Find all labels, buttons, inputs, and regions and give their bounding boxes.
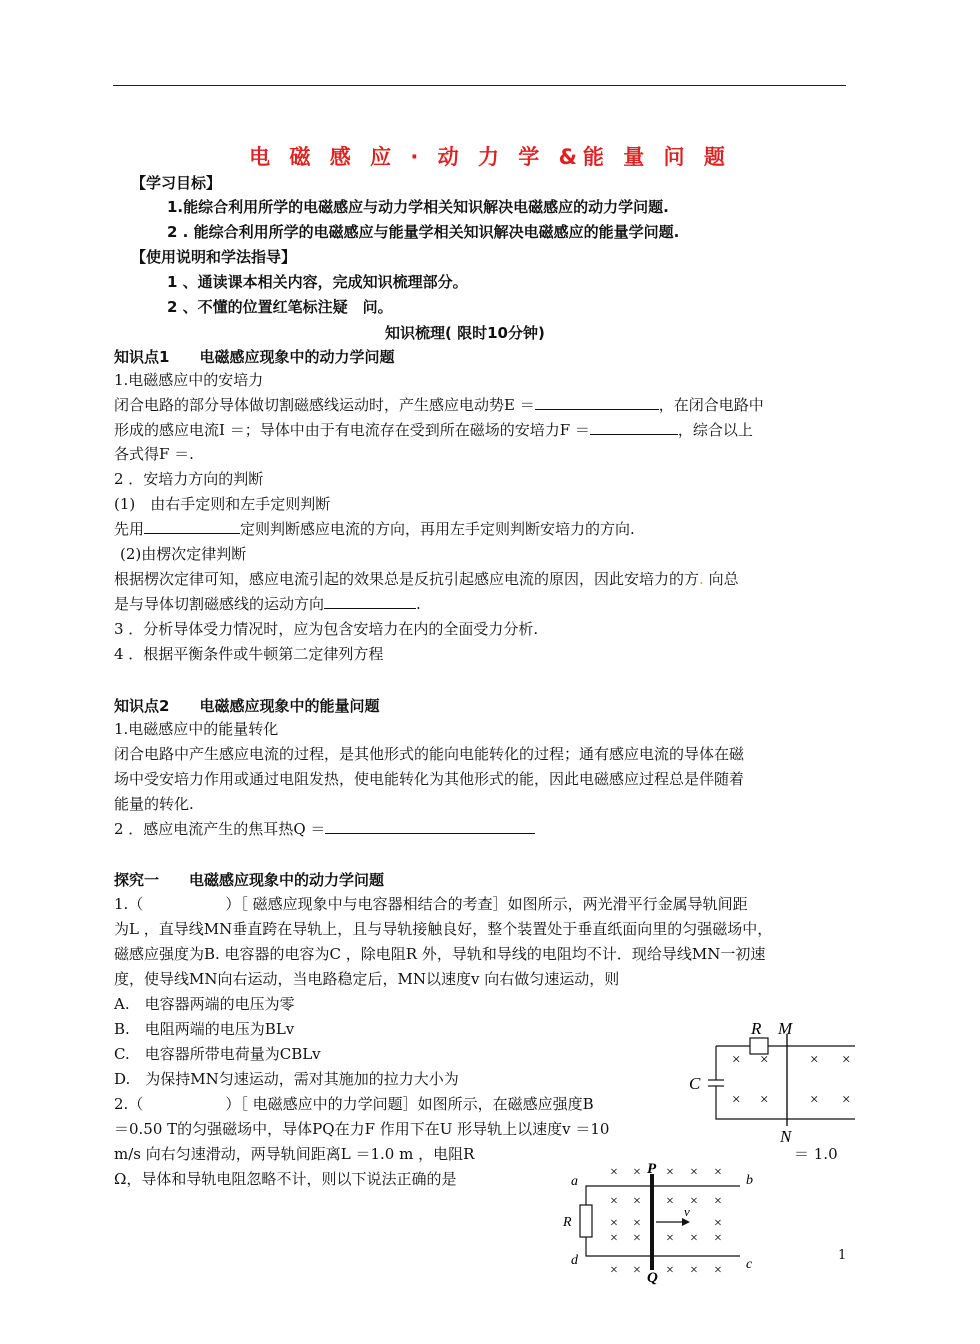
kp1-para1-line1 (114, 395, 764, 415)
kp1-item2: 2 ．安培力方向的判断 (114, 470, 264, 488)
capacitor-label: C (689, 1074, 701, 1093)
kp1-title: 知识点1 电磁感应现象中的动力学问题 (114, 348, 395, 366)
q1-option-a: A. 电容器两端的电压为零 (114, 995, 295, 1013)
point-c-label: c (746, 1257, 753, 1272)
field-cross: × (610, 1231, 618, 1246)
field-cross: × (610, 1263, 618, 1278)
point-a-label: a (571, 1174, 578, 1189)
point-n-label: N (780, 1127, 792, 1146)
exploration-title: 探究一 电磁感应现象中的动力学问题 (114, 871, 385, 889)
point-m-label: M (778, 1019, 793, 1038)
field-cross: × (732, 1092, 741, 1108)
text-segment: ，在闭合电路中 (658, 396, 764, 414)
field-cross: × (690, 1165, 698, 1180)
kp2-item2 (114, 819, 535, 839)
text-segment: 闭合电路的部分导体做切割磁感线运动时，产生感应电动势E ＝ (114, 396, 535, 414)
field-cross: × (690, 1263, 698, 1278)
text-segment: 定则判断感应电流的方向，再用左手定则判断安培力的方向. (240, 520, 635, 538)
field-cross: × (714, 1165, 722, 1180)
kp2-para-line2: 场中受安培力作用或通过电阻发热，使电能转化为其他形式的能，因此电磁感应过程总是伴随着 (114, 770, 745, 788)
field-cross: × (666, 1194, 674, 1209)
kp1-para1-line3: 各式得F ＝. (114, 445, 194, 463)
q1-line3: 磁感应强度为B. 电容器的电容为C ，除电阻R 外，导轨和导线的电阻均不计．现给导线MN一初速 (114, 945, 766, 963)
text-segment: ）［ 磁感应现象中与电容器相结合的考查］如图所示，两光滑平行金属导轨间距 (225, 895, 748, 913)
field-cross: × (732, 1052, 741, 1068)
text-segment: 2.（ (114, 1095, 144, 1113)
field-cross: × (690, 1231, 698, 1246)
u-rail-figure (560, 1160, 770, 1285)
velocity-label: v (684, 1204, 690, 1219)
fill-blank[interactable] (535, 395, 659, 410)
fill-blank[interactable] (144, 519, 240, 534)
field-cross: × (714, 1263, 722, 1278)
kp2-title: 知识点2 电磁感应现象中的能量问题 (114, 697, 380, 715)
field-cross: × (633, 1263, 641, 1278)
goals-header: 【学习目标】 (131, 174, 222, 192)
kp1-item2-sub2-line1: 根据楞次定律可知，感应电流引起的效果总是反抗引起感应电流的原因，因此安培力的方. 向总 (114, 570, 739, 588)
resistor-label: R (563, 1215, 572, 1230)
q2-line2: ＝0.50 T的匀强磁场中，导体PQ在力F 作用下在U 形导轨上以速度v ＝10 (114, 1120, 610, 1138)
q1-line2: 为L ，直导线MN垂直跨在导轨上，且与导轨接触良好，整个装置处于垂直纸面向里的匀强磁场中， (114, 920, 773, 938)
kp1-item1: 1.电磁感应中的安培力 (114, 371, 264, 389)
q2-line4: Ω，导体和导轨电阻忽略不计，则以下说法正确的是 (114, 1170, 457, 1188)
q2-line3a: m/s 向右匀速滑动，两导轨间距离L ＝1.0 m ，电阻R (114, 1145, 475, 1163)
field-cross: × (610, 1216, 618, 1231)
field-cross: × (810, 1092, 819, 1108)
text-segment: 是与导体切割磁感线的运动方向 (114, 595, 325, 613)
text-segment: 形成的感应电流I ＝；导体中由于有电流存在受到所在磁场的安培力F ＝ (114, 421, 590, 439)
field-cross: × (842, 1052, 851, 1068)
goal-1: 1.能综合利用所学的电磁感应与动力学相关知识解决电磁感应的动力学问题. (167, 198, 669, 216)
point-b-label: b (746, 1173, 753, 1188)
kp1-item2-sub2: (2)由楞次定律判断 (120, 545, 247, 563)
field-cross: × (610, 1194, 618, 1209)
resistor-label: R (751, 1019, 762, 1038)
usage-header: 【使用说明和学法指导】 (131, 248, 297, 266)
q1-line1 (114, 894, 748, 914)
q1-option-c: C. 电容器所带电荷量为CBLv (114, 1045, 321, 1063)
field-cross: × (633, 1216, 641, 1231)
field-cross: × (760, 1052, 769, 1068)
velocity-arrow (682, 1218, 690, 1226)
text-segment: ）［ 电磁感应中的力学问题］如图所示，在磁感应强度B (225, 1095, 594, 1113)
field-cross: × (666, 1165, 674, 1180)
page-title: 电 磁 感 应 · 动 力 学 &能 量 问 题 (249, 145, 731, 169)
field-cross: × (810, 1052, 819, 1068)
field-cross: × (633, 1231, 641, 1246)
field-cross: × (714, 1231, 722, 1246)
field-cross: × (760, 1092, 769, 1108)
kp2-para-line3: 能量的转化. (114, 795, 194, 813)
kp1-item3: 3 ．分析导体受力情况时，应为包含安培力在内的全面受力分析. (114, 620, 539, 638)
q1-option-b: B. 电阻两端的电压为BLv (114, 1020, 295, 1038)
q1-line4: 度，使导线MN向右运动，当电路稳定后，MN以速度v 向右做匀速运动，则 (114, 970, 620, 988)
kp1-para1-line2 (114, 420, 753, 440)
field-cross: × (666, 1263, 674, 1278)
field-cross: × (690, 1194, 698, 1209)
kp1-item2-sub1-text (114, 519, 635, 539)
top-rule (113, 85, 846, 86)
field-cross: × (610, 1165, 618, 1180)
field-cross: × (666, 1231, 674, 1246)
field-cross: × (714, 1194, 722, 1209)
text-segment: 2 ．感应电流产生的焦耳热Q ＝ (114, 820, 326, 838)
kp1-item2-sub1: (1) 由右手定则和左手定则判断 (114, 495, 331, 513)
fill-blank[interactable] (324, 594, 416, 609)
kp2-para-line1: 闭合电路中产生感应电流的过程，是其他形式的能向电能转化的过程；通有感应电流的导体在磁 (114, 745, 745, 763)
review-header: 知识梳理( 限时10分钟) (385, 324, 545, 342)
fill-blank[interactable] (590, 420, 678, 435)
usage-1: 1 、通读课本相关内容，完成知识梳理部分。 (167, 273, 468, 291)
field-cross: × (633, 1165, 641, 1180)
page-number: 1 (838, 1248, 847, 1263)
q1-option-d: D. 为保持MN匀速运动，需对其施加的拉力大小为 (114, 1070, 459, 1088)
text-segment: 根据楞次定律可知，感应电流引起的效果总是反抗引起感应电流的原因，因此安培力的方 (114, 570, 700, 588)
field-cross: × (714, 1216, 722, 1231)
text-segment: 向总 (708, 570, 739, 588)
text-segment: 1.（ (114, 895, 144, 913)
text-segment: 先用 (114, 520, 145, 538)
kp1-item4: 4 ．根据平衡条件或牛顿第二定律列方程 (114, 645, 384, 663)
point-d-label: d (571, 1253, 578, 1268)
fill-blank[interactable] (325, 819, 535, 834)
q2-line1 (114, 1094, 594, 1114)
kp1-item2-sub2-line2 (114, 594, 421, 614)
point-q-label: Q (647, 1270, 658, 1286)
capacitor-circuit-figure (680, 1019, 870, 1146)
usage-2: 2 、不懂的位置红笔标注疑 问。 (167, 298, 393, 316)
q2-line3b: ＝ 1.0 (794, 1145, 838, 1163)
text-segment: . (416, 595, 421, 613)
goal-2: 2 . 能综合利用所学的电磁感应与能量学相关知识解决电磁感应的能量学问题. (167, 223, 680, 241)
text-segment: ，综合以上 (677, 421, 753, 439)
kp2-item1: 1.电磁感应中的能量转化 (114, 720, 279, 738)
field-cross: × (633, 1194, 641, 1209)
field-cross: × (842, 1092, 851, 1108)
point-p-label: P (647, 1161, 657, 1177)
